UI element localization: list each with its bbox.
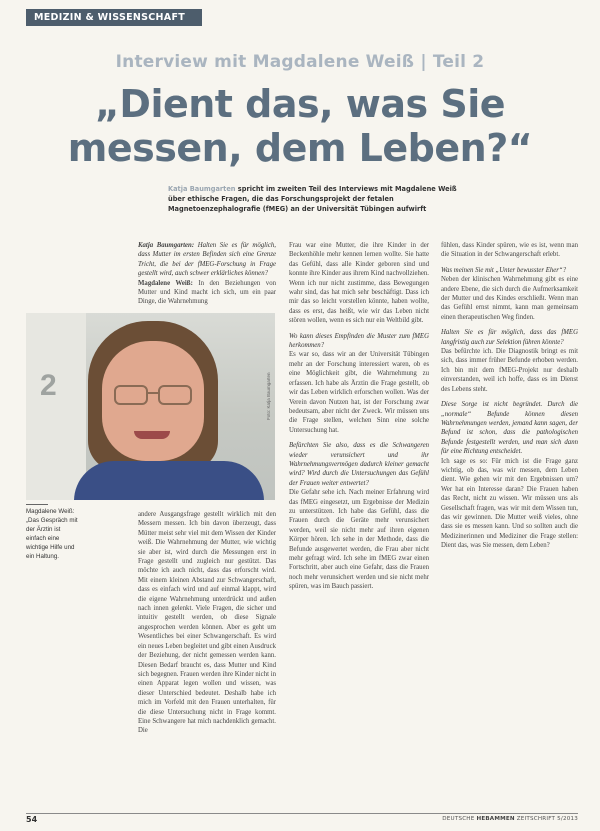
photo-wall-number: 2	[40, 369, 57, 402]
magazine-issue: ZEITSCHRIFT 5/2013	[516, 816, 578, 822]
question-text: Halten Sie es für möglich, dass Mutter im ersten Befinden sich eine Grenze Tricht, die bei der fMEG-Forschung in Frage gestellt wird, auch schwer erklärliches können?	[138, 242, 276, 278]
glasses-bridge	[146, 392, 158, 394]
portrait-photo	[26, 313, 275, 500]
section-label: MEDIZIN & WISSENSCHAFT	[26, 9, 202, 26]
body-text: fühlen, dass Kinder spüren, wie es ist, wenn man die Situation in der Schwangerschaft erlebt.	[441, 242, 578, 259]
lead-paragraph	[168, 184, 468, 214]
column-2	[289, 241, 429, 811]
question-text: Wo kann dieses Empfinden die Muster zum fMEG herkommen?	[289, 332, 429, 350]
answer-text: Neben der klinischen Wahrnehmung gibt es eine andere Ebene, die sich durch die Aufmerksamkeit der Mutter und des Kindes erschließt. Wenn man das Gefühl ernst nimmt, kann man gemeinsam einen therapeutischen Weg finden.	[441, 276, 578, 321]
headline: „Dient das, was Sie messen, dem Leben?“	[67, 82, 533, 170]
column-1-top	[138, 241, 276, 307]
photo-background-wall	[26, 313, 86, 500]
question-text: Halten Sie es für möglich, dass das fMEG langfristig auch zur Selektion führen könnte?	[441, 329, 578, 346]
respondent-label: Magdalene Weiß:	[138, 279, 193, 287]
kicker: Interview mit Magdalene Weiß | Teil 2	[115, 52, 485, 72]
photo-caption: Magdalene Weiß: „Das Gespräch mit der Ärztin ist einfach eine wichtige Hilfe und ein Haltung.	[26, 504, 82, 561]
interviewer-label: Katja Baumgarten:	[138, 242, 195, 249]
answer-text: Es war so, dass wir an der Universität Tübingen mehr an der Forschung interessiert waren, ob es eine Möglichkeit gibt, die Wahrnehmung zu erfassen. Ich habe als Ärztin die Frage gestellt, ob wir das Leben wirklich erforschen wollen. Was der Verein davon Nutzen hat, ist der Forschung zwar bedeutsam, aber nicht der Zweck. Wir müssen uns die Frage stellen, welchen Sinn eine solche Untersuchung hat.	[289, 351, 429, 434]
portrait-shirt	[74, 461, 264, 500]
question-text: Befürchten Sie also, dass es die Schwangeren wieder verunsichert und ihr Wahrnehmungsvermögen dadurch kleiner gemacht wird? Wird durch die Untersuchungen das Gefühl der Frauen weiter entwertet?	[289, 442, 429, 487]
magazine-name	[442, 816, 578, 822]
body-text: andere Ausgangsfrage gestellt wirklich mit den Messern messen. Ich bin davon überzeugt, dass Mütter meist sehr viel mit dem Wissen der Kinder weiß. Die Wahrnehmung der Mutter, wie wichtig sie aber ist, wird durch die Messungen erst in Frage gestellt und zugleich nur gestützt. Das möchte ich auch nicht, dass das erforscht wird. Mit einem kleinen Abstand zur Schwangerschaft, dass es einfach wird und auf einmal klappt, wird die eigene Wahrnehmung unterdrückt und außen nach innen gelenkt. Viele Fragen, die sicher und intuitiv gestellt werden, ob diese Signale angesprochen werden können. Aber es geht um Wesentliches bei einer Schwangerschaft. Es wird ein neues Leben begleitet und gibt einen Ausdruck der Beziehung, der nicht gemessen werden kann. Diesen Bedarf braucht es, dass Mutter und Kind sich begegnen. Frauen werden ihre Kinder nicht in einen Apparat legen wollen und wissen, was dieser Unterschied bedeutet. Deshalb habe ich mich im Vorfeld mit den Frauen unterhalten, für die diese Untersuchung nicht in Frage kommt. Eine Schwangere hat mich nachdenklich gemacht. Die	[138, 511, 276, 735]
body-text: Frau war eine Mutter, die ihre Kinder in der Beckenhöhle mehr kennen lernen wollte. Sie hatte das Gefühl, dass alle Kinder geboren sind und konnte ihre Kinder aus ihrem Kind nachvollziehen. Wenn ich nur nicht zustimme, dass Bewegungen wahr sind, das hat mich sehr beschäftigt. Dass ich mir das so leicht vorstellen könnte, haben wollte, dass es erst, das heißt, wie wir das Leben nicht stören wollen, wenn es sich nur ein Weltbild gibt.	[289, 242, 429, 325]
column-3	[441, 241, 578, 811]
page-number: 54	[26, 815, 38, 824]
footer-rule	[26, 813, 578, 814]
answer-text: Die Gefahr sehe ich. Nach meiner Erfahrung wird das fMEG eingesetzt, um Ergebnisse der Medizin zu unterstützen. Ich habe das Gefühl, dass die Frauen durch die Geräte mehr verunsichert werden, weil sie nicht mehr auf ihren eigenen Körper hören. Ich sehe in der Methode, dass die Befunde ausgewertet werden, die Frau aber nicht mehr gefragt wird. Ich sehe im fMEG zwar einen Fortschritt, aber auch eine Gefahr, dass die Frauen noch mehr verunsichert werden und sie nicht mehr spüren, was im Bauch passiert.	[289, 489, 429, 591]
answer-text: In den Beziehungen von Mutter und Kind macht ich sich, um ein paar Dinge, die Wahrnehmung	[138, 279, 276, 306]
glasses-right-lens	[158, 385, 192, 405]
lead-author: Katja Baumgarten	[168, 185, 236, 193]
column-1-bottom	[138, 510, 276, 810]
answer-text: Das befürchte ich. Die Diagnostik bringt es mit sich, dass immer früher Befunde erhoben werden. Ich bin mit dem fMEG-Projekt nur deshalb einverstanden, weil ich hoffe, dass es im Dienst des Lebens steht.	[441, 348, 578, 393]
magazine-brand: HEBAMMEN	[476, 816, 515, 822]
portrait-mouth	[134, 431, 170, 439]
glasses-left-lens	[114, 385, 148, 405]
question-text: Was meinen Sie mit „Unter bewusster Eher“?	[441, 266, 567, 274]
question-text: Diese Sorge ist nicht begründet. Durch die „normale“ Befunde können diesen Wahrnehmungen werden, jemand kann sagen, der Befund ist schon, dass die pathologischen Befunde festgestellt werden, und man sich dann für eine Richtung entscheidet.	[441, 401, 578, 456]
answer-text: Ich sage es so: Für mich ist die Frage ganz wichtig, ob das, was wir messen, dem Leben dient. Wie gehen wir mit den Ergebnissen um? Wer hat ein Interesse daran? Die Frauen haben das Recht, nicht zu wissen. Wir müssen uns als Gesellschaft fragen, was wir mit dem Wissen tun, das wir gewinnen. Die Mutter weiß vieles, ohne dass sie es messen kann. Und so sollten auch die Medizinerinnen und Mediziner die Frage stellen: Dient das, was Sie messen, dem Leben?	[441, 457, 578, 550]
photo-credit: Foto: Katja Baumgarten	[266, 372, 271, 420]
lead-text: spricht im zweiten Teil des Interviews mit Magdalene Weiß über ethische Fragen, die das Forschungsprojekt der fetalen Magnetoenzephalografie (fMEG) an der Universität Tübingen aufwirft	[168, 185, 457, 213]
magazine-prefix: DEUTSCHE	[442, 816, 475, 822]
